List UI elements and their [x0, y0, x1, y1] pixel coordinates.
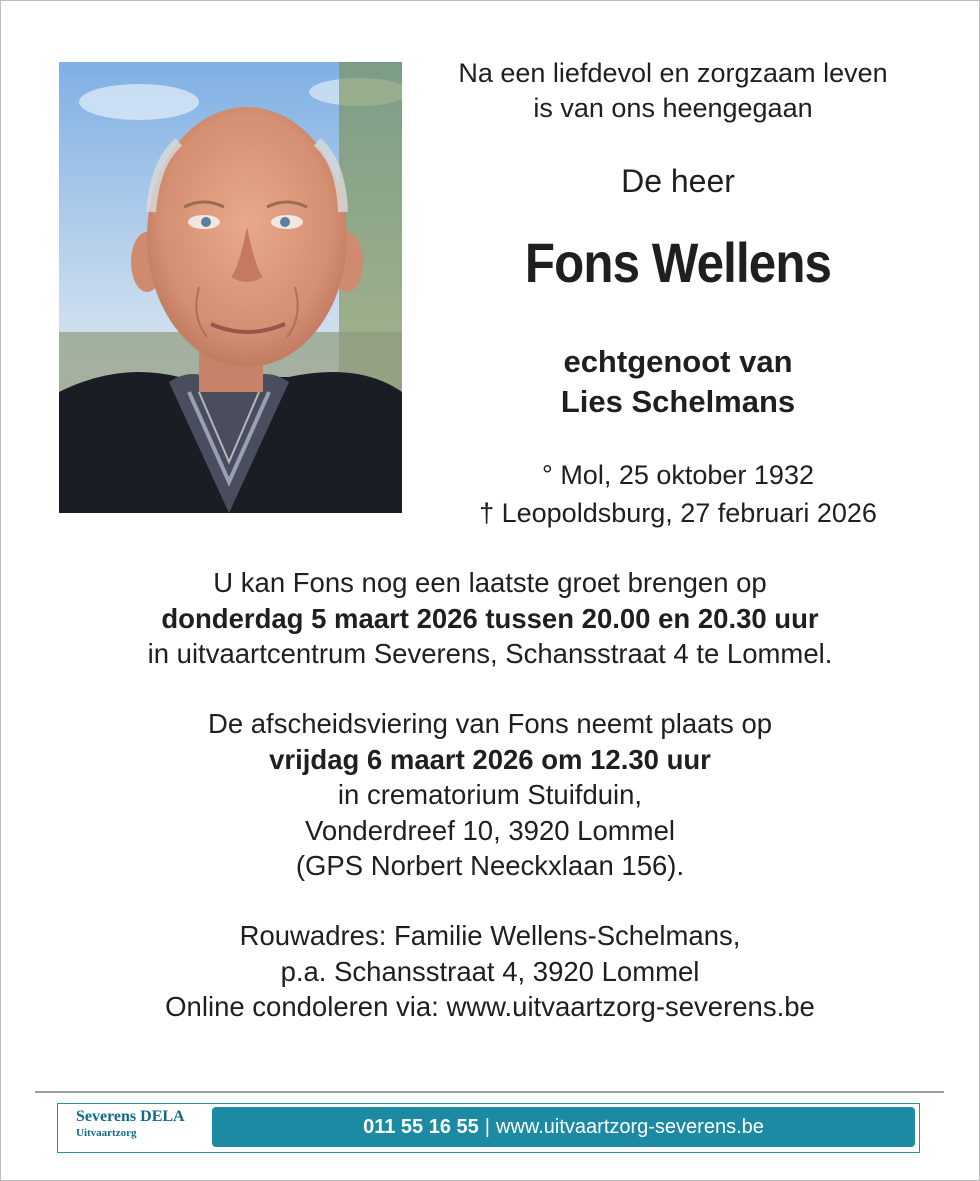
spouse-info [418, 342, 938, 422]
life-dates [418, 456, 938, 532]
separator: | [484, 1116, 490, 1138]
intro-text [418, 56, 928, 126]
service-line: De afscheidsviering van Fons neemt plaats op [207, 708, 773, 739]
service-address: Vonderdreef 10, 3920 Lommel [305, 814, 675, 846]
visitation-datetime: donderdag 5 maart 2026 tussen 20.00 en 20.30 uur [161, 602, 819, 634]
logo-subtitle: Uitvaartzorg [76, 1127, 137, 1139]
address-line: p.a. Schansstraat 4, 3920 Lommel [280, 955, 700, 987]
phone-number[interactable]: 011 55 16 55 [363, 1116, 479, 1138]
divider [35, 1091, 944, 1093]
mourning-address [40, 918, 940, 1025]
contact-bar [212, 1107, 915, 1147]
intro-line: is van ons heengegaan [533, 93, 813, 123]
address-line: Rouwadres: Familie Wellens-Schelmans, [239, 920, 741, 951]
service-info [40, 706, 940, 884]
intro-line: Na een liefdevol en zorgzaam leven [458, 58, 888, 88]
birth-date: ° Mol, 25 oktober 1932 [542, 460, 814, 490]
service-gps: (GPS Norbert Neeckxlaan 156). [295, 850, 685, 881]
death-date: † Leopoldsburg, 27 februari 2026 [479, 498, 877, 528]
funeral-home-footer [57, 1103, 920, 1153]
portrait-photo [59, 62, 402, 513]
visitation-line: U kan Fons nog een laatste groet brengen op [213, 567, 767, 598]
portrait-illustration [59, 62, 402, 513]
funeral-home-logo [76, 1108, 185, 1139]
spouse-line: echtgenoot van [563, 344, 793, 379]
visitation-location: in uitvaartcentrum Severens, Schansstraat 4 te Lommel. [147, 638, 833, 669]
deceased-name: Fons Wellens [524, 231, 832, 294]
condolence-link[interactable]: Online condoleren via: www.uitvaartzorg-severens.be [165, 991, 815, 1022]
spouse-name: Lies Schelmans [560, 384, 796, 419]
logo-name: Severens DELA [76, 1108, 185, 1125]
service-datetime: vrijdag 6 maart 2026 om 12.30 uur [269, 743, 711, 775]
visitation-info [40, 565, 940, 672]
website-link[interactable]: www.uitvaartzorg-severens.be [496, 1116, 764, 1138]
honorific: De heer [621, 163, 735, 199]
service-location: in crematorium Stuifduin, [337, 779, 643, 810]
